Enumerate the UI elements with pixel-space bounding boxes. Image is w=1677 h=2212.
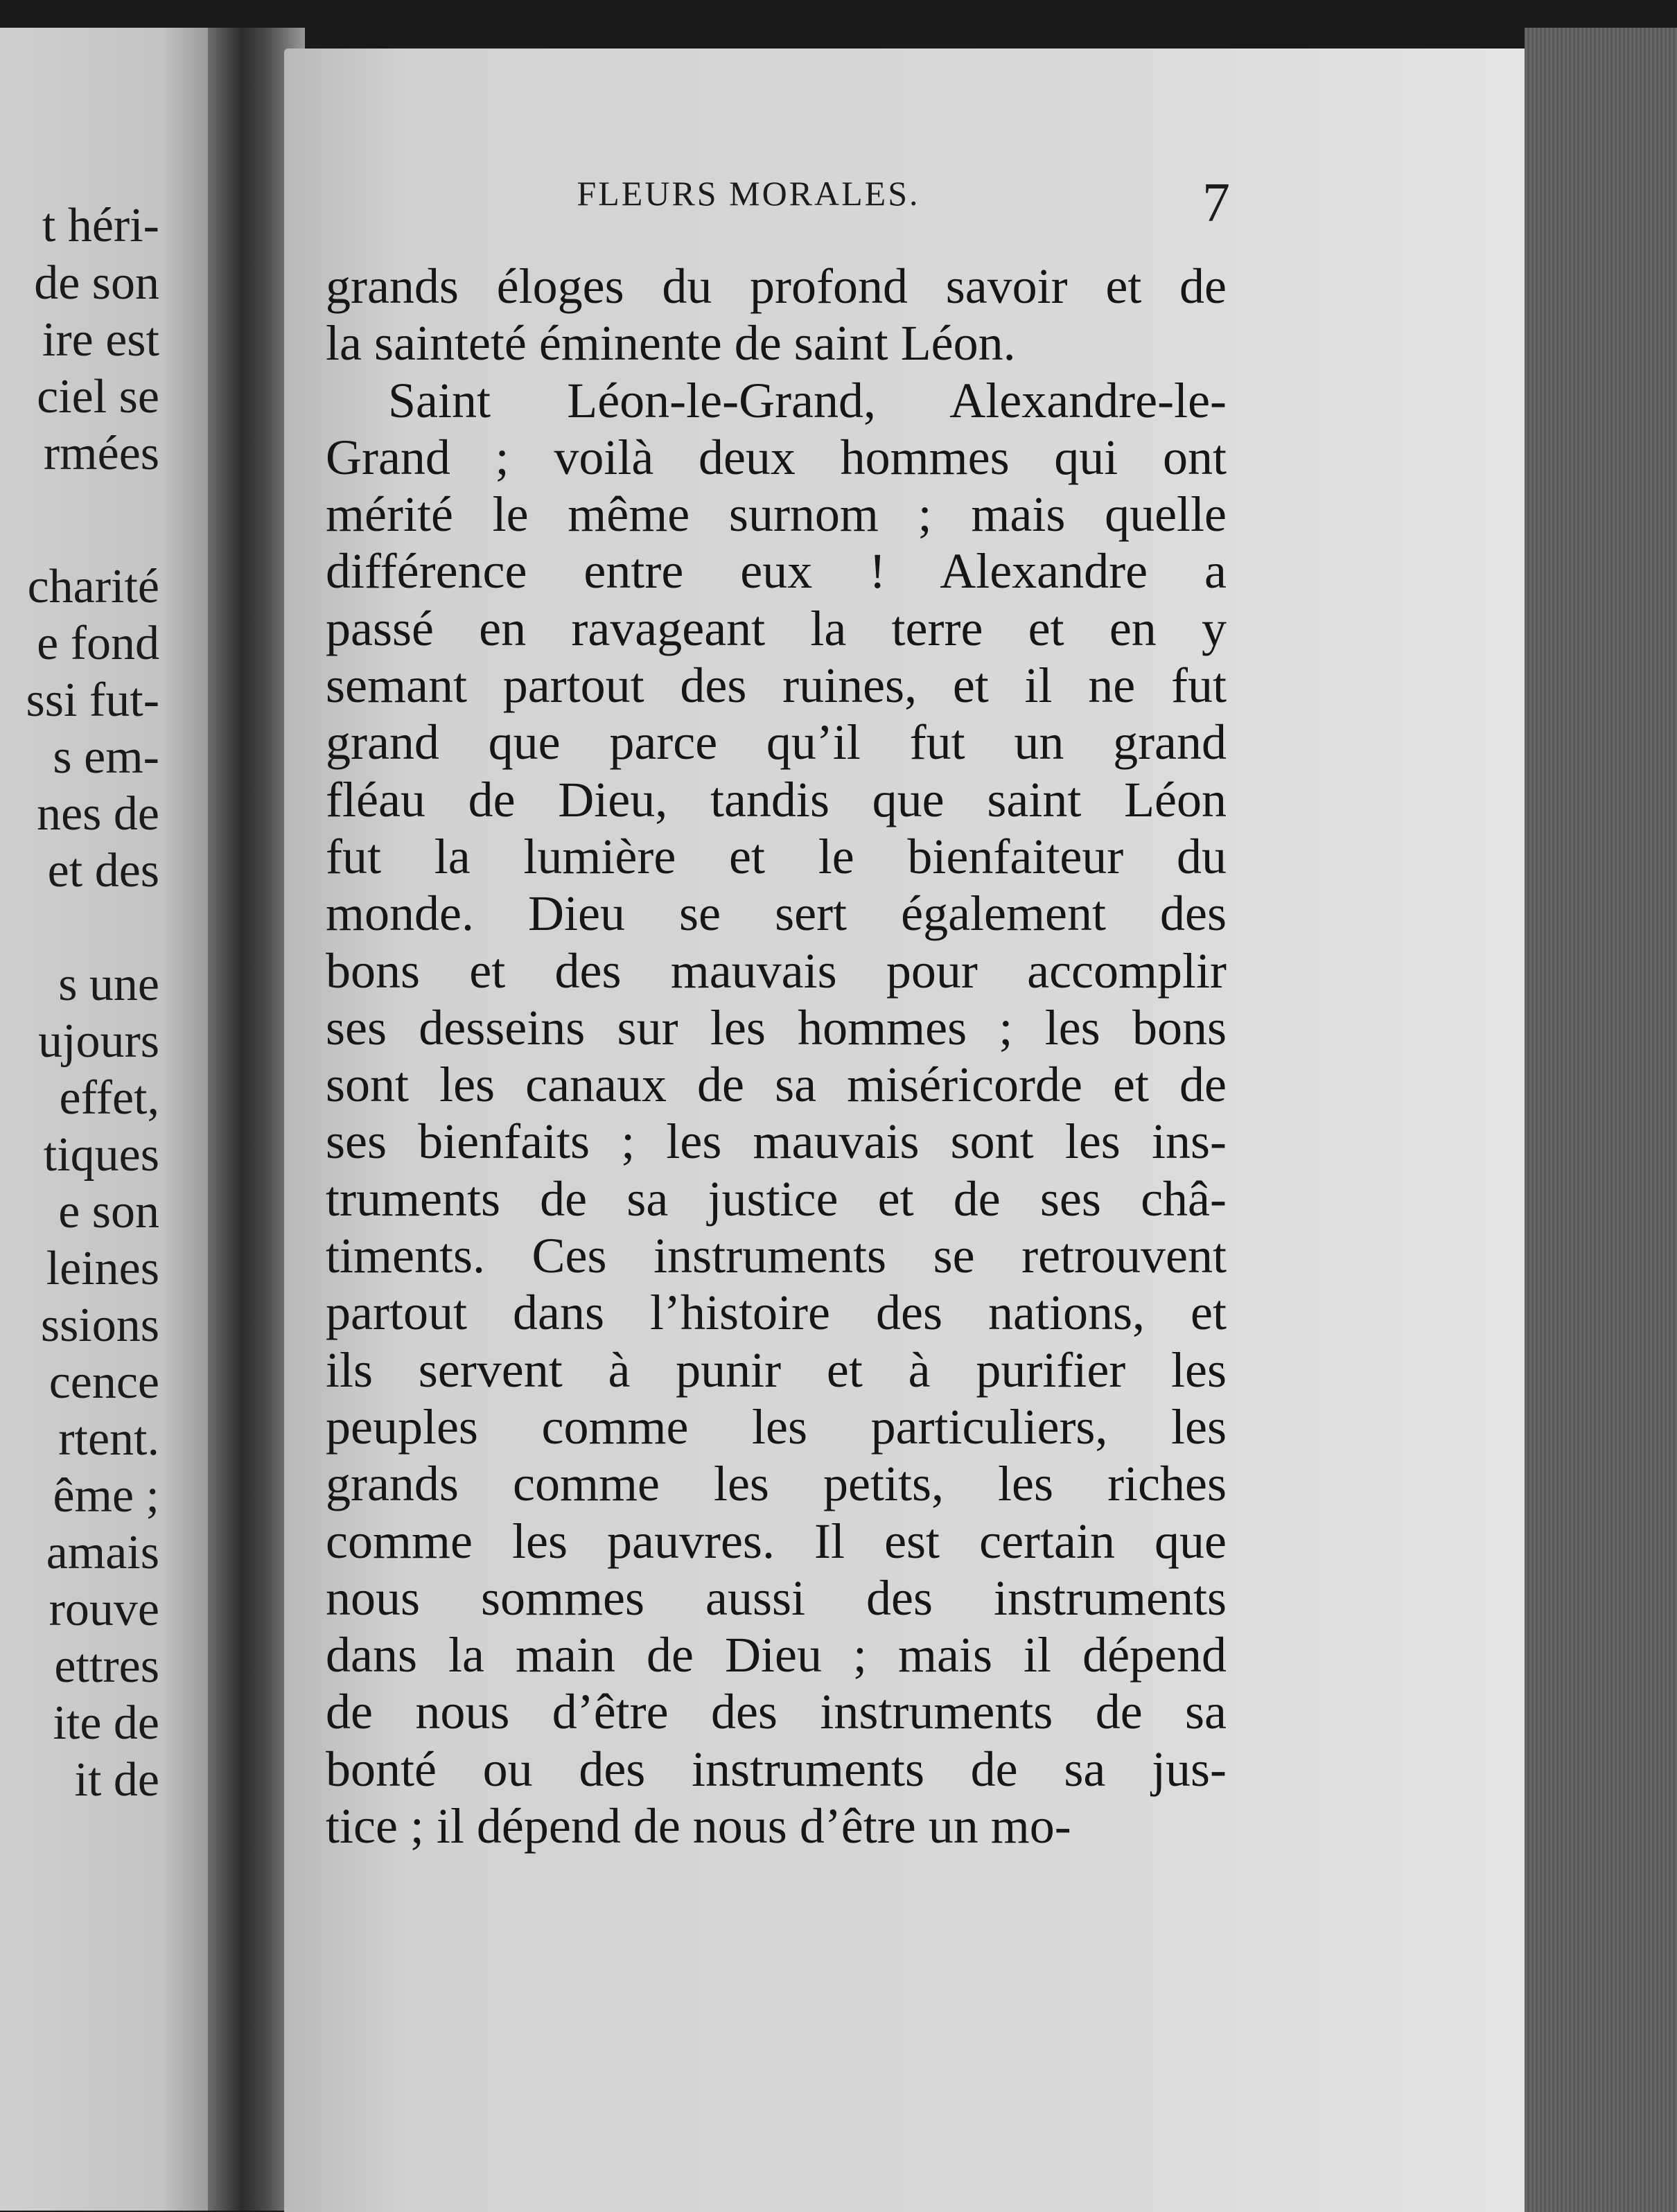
body-line: monde. Dieu se sert également des: [326, 886, 1227, 942]
body-line: dans la main de Dieu ; mais il dépend: [326, 1627, 1227, 1683]
page-body-text: [326, 258, 1227, 1854]
body-line: nous sommes aussi des instruments: [326, 1570, 1227, 1626]
left-page: [0, 28, 229, 2211]
body-line: timents. Ces instruments se retrouvent: [326, 1228, 1227, 1284]
body-line: Grand ; voilà deux hommes qui ont: [326, 429, 1227, 485]
body-line: grand que parce qu’il fut un grand: [326, 714, 1227, 771]
left-page-line: de son: [34, 256, 159, 310]
body-line: grands éloges du profond savoir et de: [326, 258, 1227, 314]
left-page-line: e fond: [37, 617, 159, 670]
body-line: ses desseins sur les hommes ; les bons: [326, 999, 1227, 1055]
body-line: fléau de Dieu, tandis que saint Léon: [326, 771, 1227, 827]
left-page-line: ujours: [38, 1015, 159, 1068]
left-page-line: nes de: [37, 787, 159, 841]
left-page-line: ettres: [54, 1640, 159, 1693]
left-page-line: ite de: [53, 1696, 159, 1750]
body-line: grands comme les petits, les riches: [326, 1456, 1227, 1512]
left-page-line: ciel se: [37, 370, 159, 423]
body-line: partout dans l’histoire des nations, et: [326, 1285, 1227, 1341]
left-page-line: ire est: [42, 313, 159, 367]
body-line: différence entre eux ! Alexandre a: [326, 543, 1227, 599]
body-line: semant partout des ruines, et il ne fut: [326, 658, 1227, 714]
left-page-line: rmées: [43, 427, 159, 480]
left-page-line: effet,: [59, 1071, 159, 1125]
left-page-line: e son: [58, 1185, 159, 1238]
body-line: Saint Léon-le-Grand, Alexandre-le-: [388, 372, 1227, 428]
body-line: tice ; il dépend de nous d’être un mo-: [326, 1798, 1071, 1854]
left-page-line: it de: [74, 1753, 159, 1807]
left-page-line: s une: [58, 958, 159, 1011]
body-line: sont les canaux de sa miséricorde et de: [326, 1057, 1227, 1113]
left-page-line: ssions: [40, 1299, 159, 1352]
running-title: FLEURS MORALES.: [577, 174, 920, 213]
left-page-line: t héri-: [42, 199, 159, 252]
page-edges: [1525, 28, 1677, 2212]
left-page-line: tiques: [43, 1128, 159, 1182]
body-line: passé en ravageant la terre et en y: [326, 600, 1227, 656]
left-page-line: cence: [49, 1355, 159, 1409]
left-page-line: et des: [47, 844, 159, 897]
left-page-line: ême ;: [53, 1469, 159, 1522]
left-page-line: ssi fut-: [26, 674, 159, 727]
left-page-line: charité: [27, 560, 159, 613]
body-line: comme les pauvres. Il est certain que: [326, 1513, 1227, 1569]
body-line: bons et des mauvais pour accomplir: [326, 942, 1227, 999]
left-page-line: leines: [46, 1242, 159, 1295]
page-number: 7: [1202, 173, 1230, 234]
body-line: bonté ou des instruments de sa jus-: [326, 1741, 1227, 1797]
body-line: peuples comme les particuliers, les: [326, 1398, 1227, 1455]
body-line: ses bienfaits ; les mauvais sont les ins-: [326, 1114, 1227, 1170]
body-line: truments de sa justice et de ses châ-: [326, 1170, 1227, 1227]
left-page-line: rouve: [49, 1583, 159, 1636]
left-page-line: rtent.: [58, 1412, 159, 1466]
body-line: la sainteté éminente de saint Léon.: [326, 315, 1016, 371]
left-page-line: s em-: [53, 730, 159, 784]
left-page-line: amais: [46, 1526, 159, 1579]
body-line: mérité le même surnom ; mais quelle: [326, 486, 1227, 543]
body-line: fut la lumière et le bienfaiteur du: [326, 828, 1227, 884]
body-line: ils servent à punir et à purifier les: [326, 1342, 1227, 1398]
body-line: de nous d’être des instruments de sa: [326, 1684, 1227, 1740]
